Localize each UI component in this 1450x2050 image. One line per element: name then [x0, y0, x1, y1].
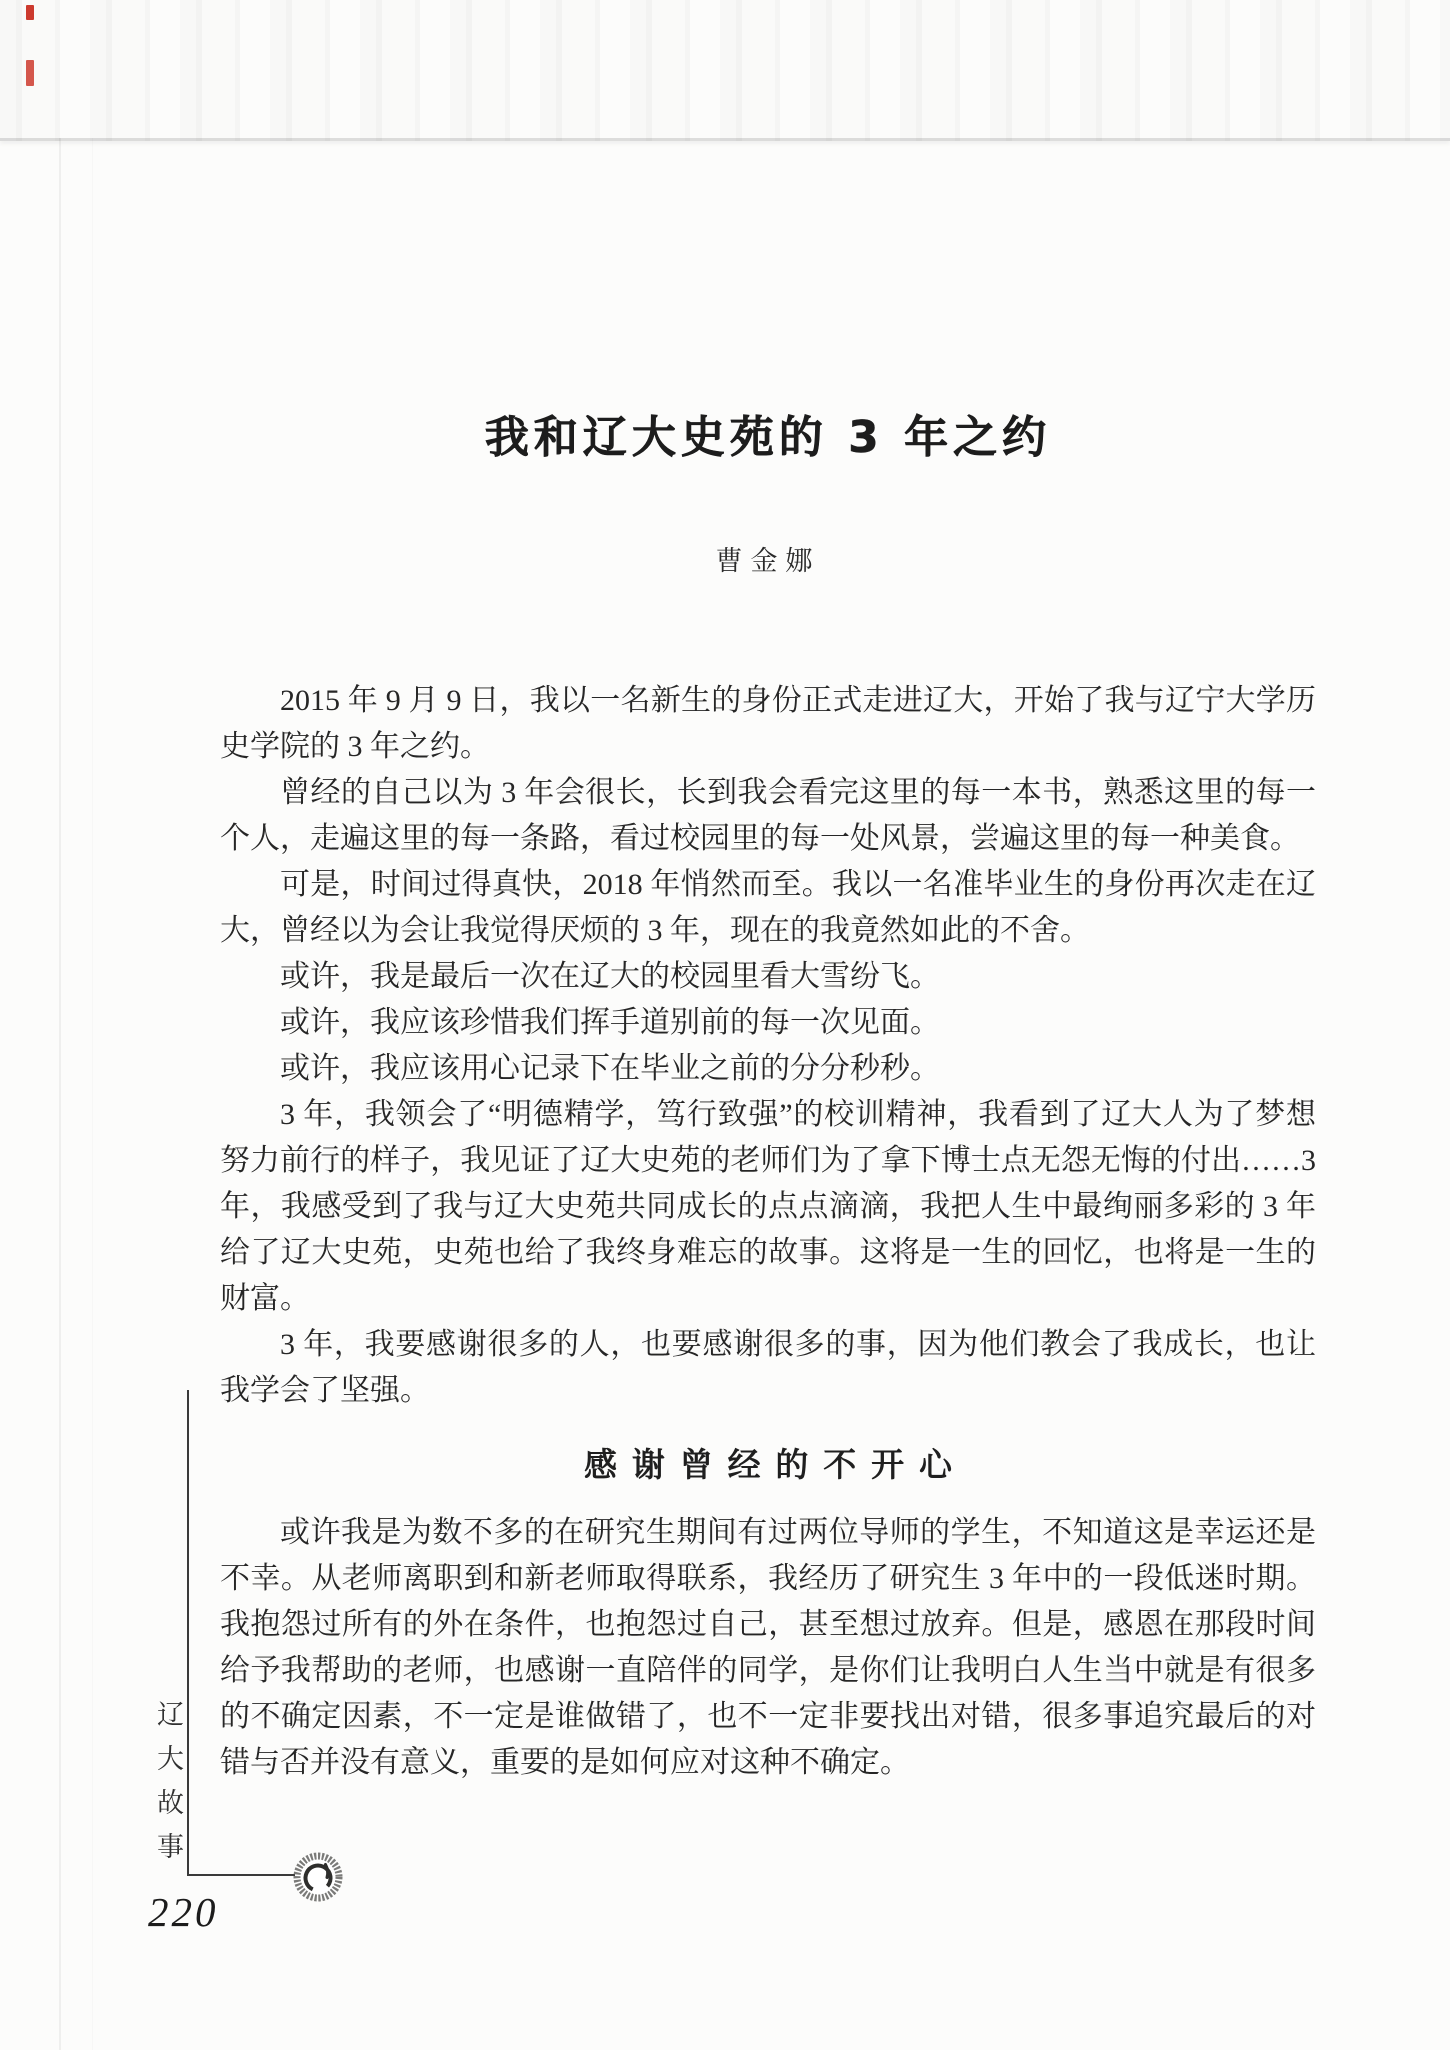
page-number: 220 — [148, 1889, 219, 1935]
paragraph: 3 年，我要感谢很多的人，也要感谢很多的事，因为他们教会了我成长，也让我学会了坚强。 — [220, 1328, 1316, 1407]
scan-left-streak-artifact — [92, 138, 93, 2050]
article-title: 我和辽大史苑的 3 年之约 — [484, 412, 1052, 463]
paragraph: 曾经的自己以为 3 年会很长，长到我会看完这里的每一本书，熟悉这里的每一个人，走遍这里的每一条路，看过校园里的每一处风景，尝遍这里的每一种美食。 — [220, 776, 1316, 855]
paragraph: 可是，时间过得真快，2018 年悄然而至。我以一名准毕业生的身份再次走在辽大，曾经以为会让我觉得厌烦的 3 年，现在的我竟然如此的不舍。 — [220, 868, 1316, 947]
paragraph: 2015 年 9 月 9 日，我以一名新生的身份正式走进辽大，开始了我与辽宁大学历史学院的 3 年之约。 — [220, 684, 1316, 763]
scan-red-mark — [26, 5, 34, 20]
scan-red-mark — [26, 60, 34, 86]
series-vertical-label: 辽大故事 — [153, 1700, 183, 1876]
paragraph: 或许，我应该珍惜我们挥手道别前的每一次见面。 — [280, 1006, 940, 1039]
article-body — [220, 678, 1316, 1786]
sidebar-vertical-rule — [187, 1390, 189, 1876]
sidebar-horizontal-rule — [187, 1874, 295, 1876]
article-author: 曹金娜 — [715, 546, 821, 576]
circle-ornament-icon — [292, 1851, 344, 1903]
paragraph: 3 年，我领会了“明德精学，笃行致强”的校训精神，我看到了辽大人为了梦想努力前行的样子，我见证了辽大史苑的老师们为了拿下博士点无怨无悔的付出……3 年，我感受到了我与辽大史苑共同成长的点点滴滴，我把人生中最绚丽多彩的 3 年给了辽大史苑，史苑也给了我终身难忘的故事。这将是一生的回忆，也将是一生的财富。 — [220, 1098, 1316, 1315]
scan-left-edge-artifact — [59, 138, 61, 2050]
section-heading: 感谢曾经的不开心 — [584, 1445, 967, 1484]
scan-top-edge-artifact — [0, 0, 1450, 141]
article — [220, 412, 1316, 1786]
paragraph: 或许，我应该用心记录下在毕业之前的分分秒秒。 — [280, 1052, 940, 1085]
paragraph: 或许，我是最后一次在辽大的校园里看大雪纷飞。 — [280, 960, 940, 993]
paragraph: 或许我是为数不多的在研究生期间有过两位导师的学生，不知道这是幸运还是不幸。从老师离职到和新老师取得联系，我经历了研究生 3 年中的一段低迷时期。我抱怨过所有的外在条件，也抱怨过自己，甚至想过放弃。但是，感恩在那段时间给予我帮助的老师，也感谢一直陪伴的同学，是你们让我明白人生当中就是有很多的不确定因素，不一定是谁做错了，也不一定非要找出对错，很多事追究最后的对错与否并没有意义，重要的是如何应对这种不确定。 — [220, 1516, 1316, 1779]
